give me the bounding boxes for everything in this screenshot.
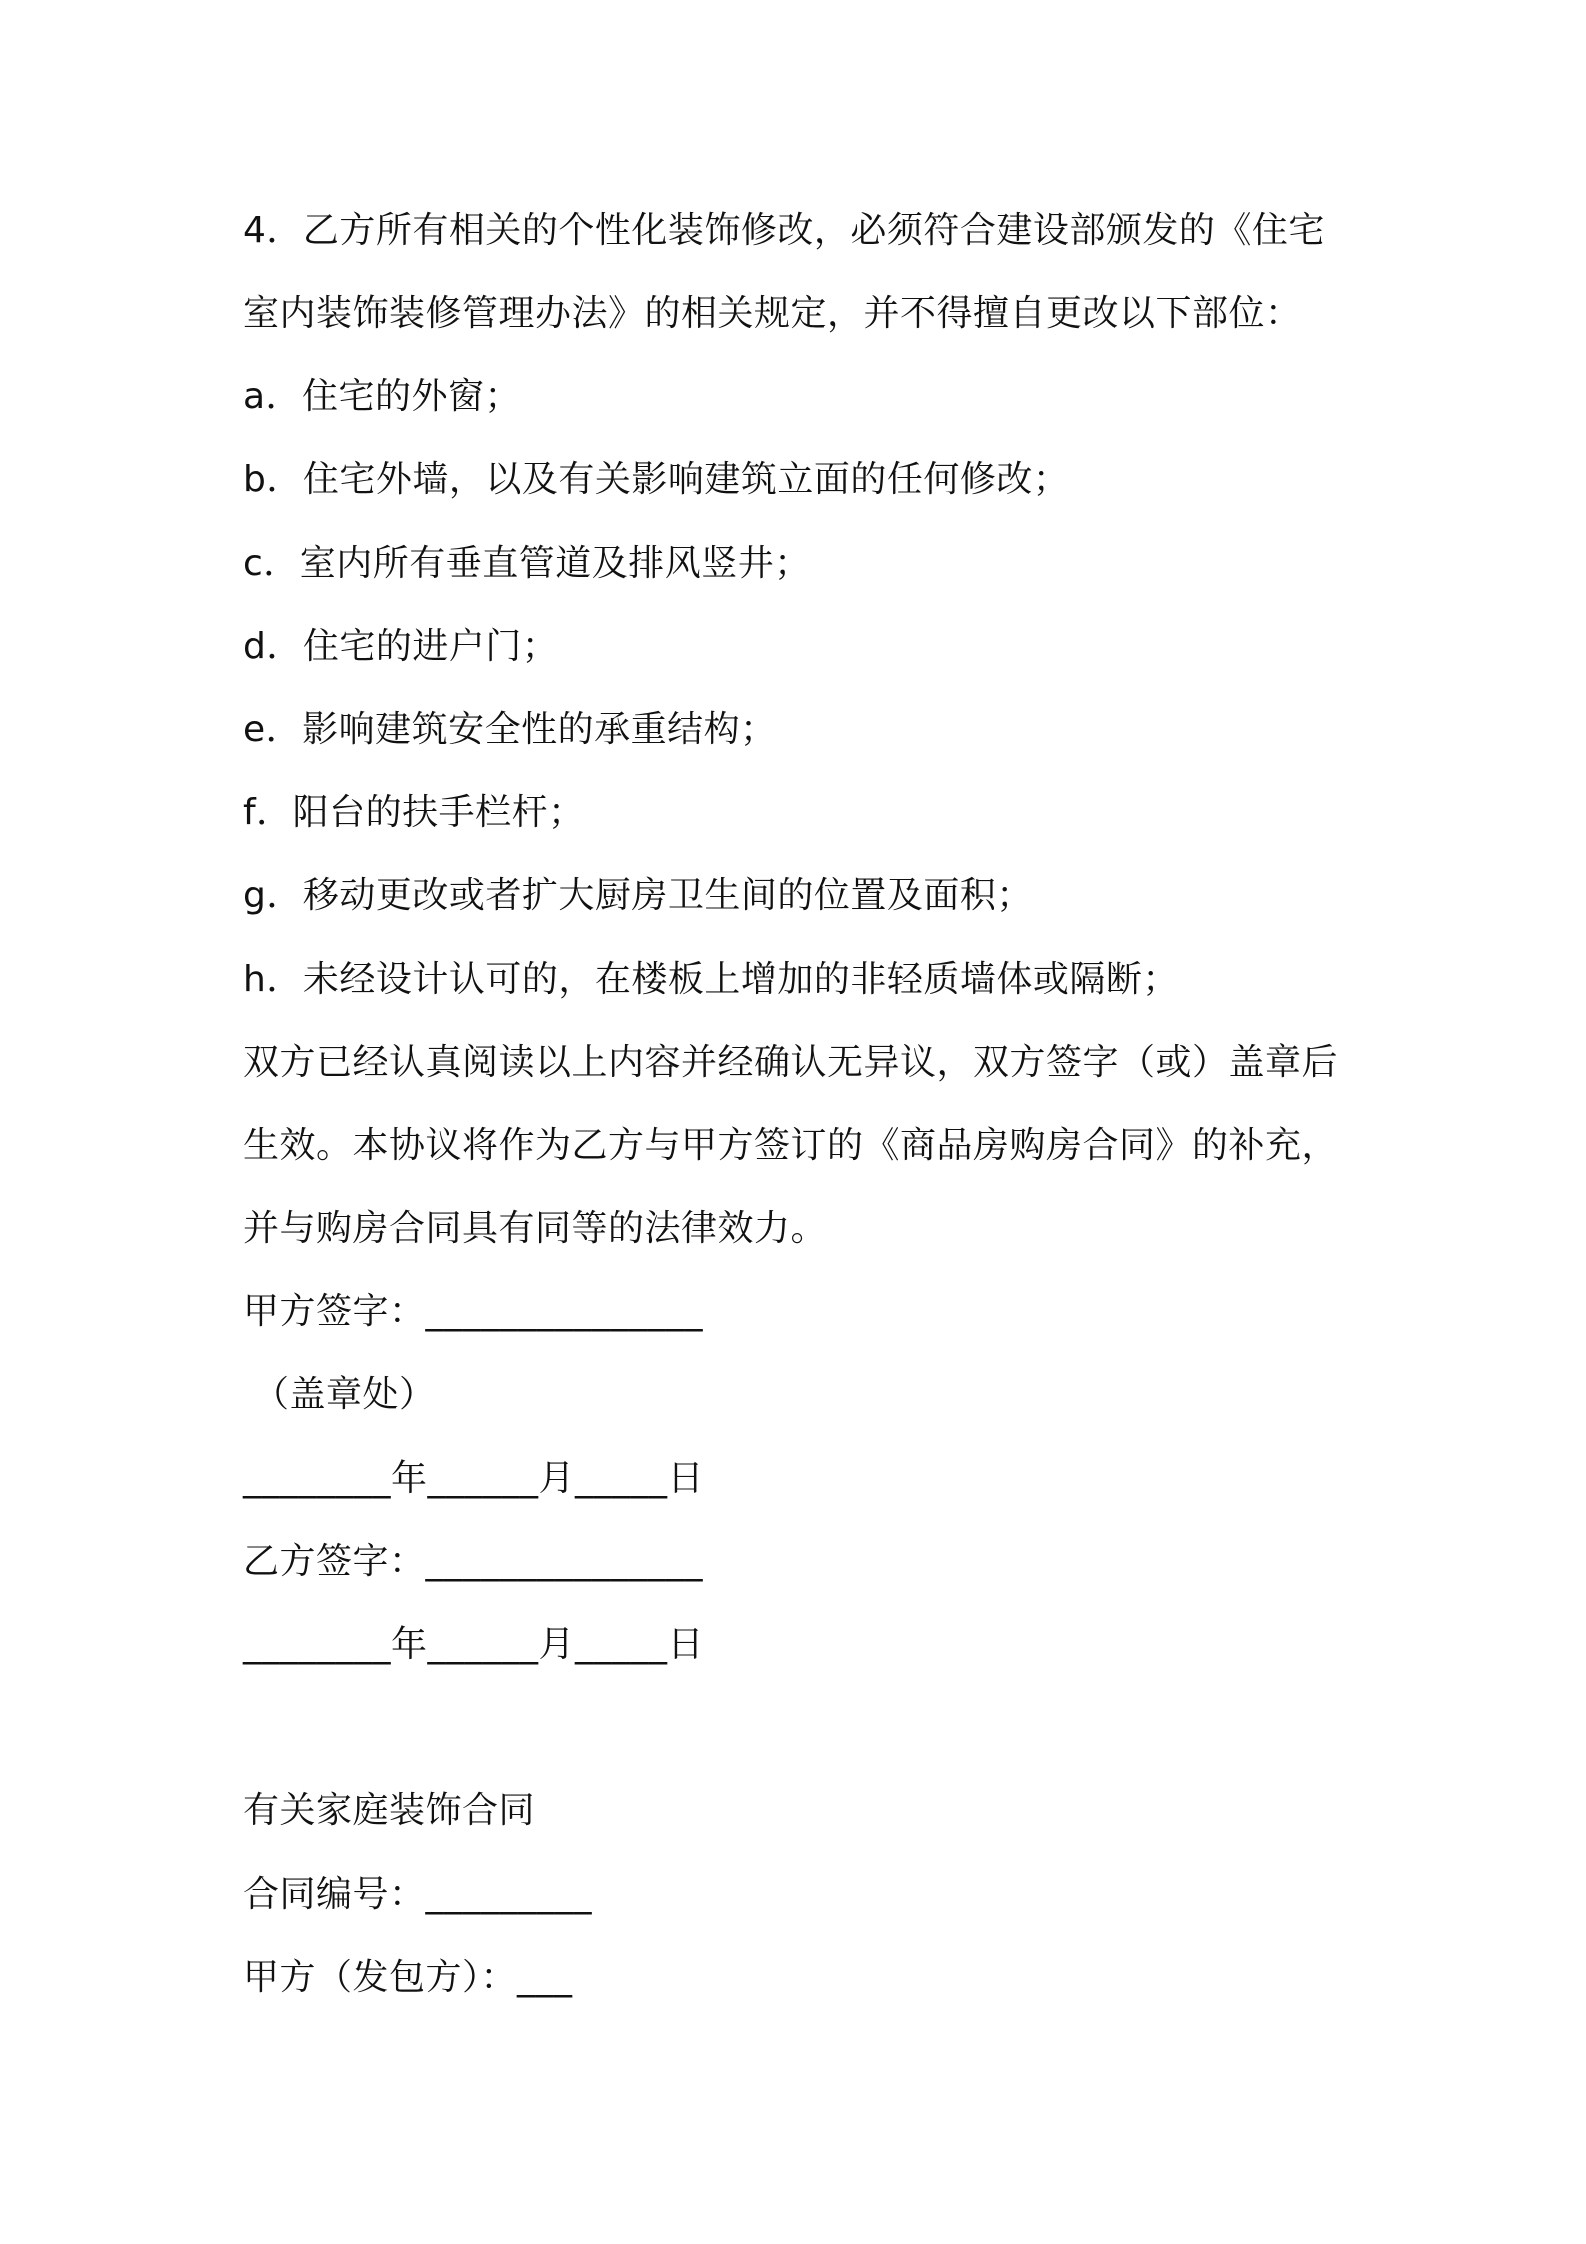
party-b-date: ________年______月_____日 [243,1624,704,1665]
item-f: f．阳台的扶手栏杆； [243,792,585,833]
clause-4-line-2: 室内装饰装修管理办法》的相关规定，并不得擅自更改以下部位： [243,293,1302,334]
item-h: h．未经设计认可的，在楼板上增加的非轻质墙体或隔断； [243,959,1179,1000]
agreement-line-1: 双方已经认真阅读以上内容并经确认无异议，双方签字（或）盖章后 [243,1042,1339,1083]
item-b: b．住宅外墙，以及有关影响建筑立面的任何修改； [243,459,1070,500]
party-a-date: ________年______月_____日 [243,1458,704,1499]
clause-4-line-1: 4．乙方所有相关的个性化装饰修改，必须符合建设部颁发的《住宅 [243,210,1325,251]
agreement-line-3: 并与购房合同具有同等的法律效力。 [243,1208,828,1249]
item-g: g．移动更改或者扩大厨房卫生间的位置及面积； [243,875,1033,916]
item-d: d．住宅的进户门； [243,626,559,667]
agreement-line-2: 生效。本协议将作为乙方与甲方签订的《商品房购房合同》的补充， [243,1125,1339,1166]
party-b-signature: 乙方签字：_______________ [243,1541,704,1582]
item-a: a．住宅的外窗； [243,376,522,417]
seal-area-label: （盖章处） [253,1374,436,1415]
party-a-contractor: 甲方（发包方）：___ [243,1957,573,1998]
contract-title: 有关家庭装饰合同 [243,1790,536,1831]
contract-number: 合同编号：_________ [243,1874,593,1915]
item-e: e．影响建筑安全性的承重结构； [243,709,777,750]
item-c: c．室内所有垂直管道及排风竖井； [243,543,811,584]
party-a-signature: 甲方签字：_______________ [243,1291,704,1332]
